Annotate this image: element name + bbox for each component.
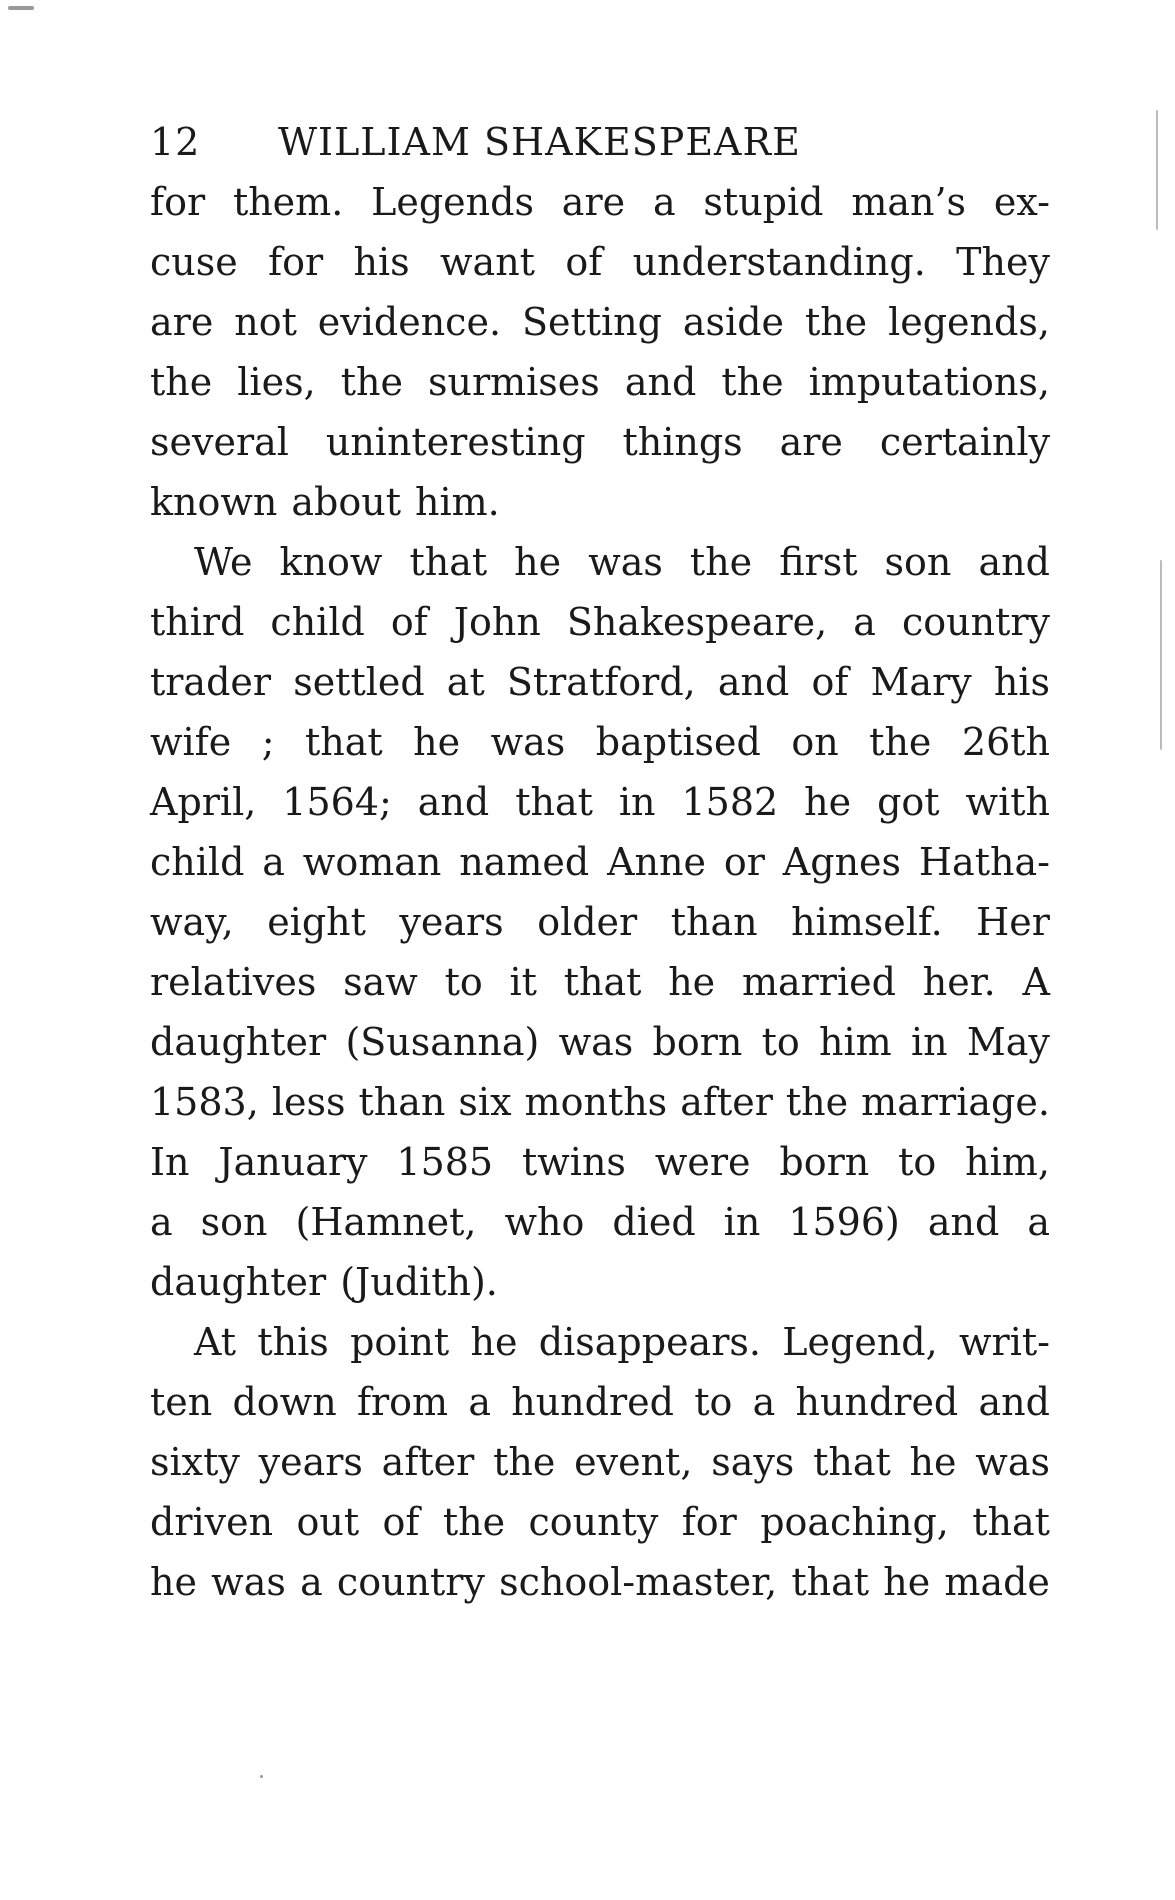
word: uninteresting xyxy=(325,420,586,464)
word: In xyxy=(150,1140,190,1184)
text-line xyxy=(150,412,1050,472)
print-speck xyxy=(8,6,34,10)
word: writ- xyxy=(959,1320,1050,1364)
text-line xyxy=(150,1252,1050,1312)
word: the xyxy=(340,360,403,404)
word: him. xyxy=(415,480,500,524)
text-line xyxy=(150,1012,1050,1072)
word: it xyxy=(509,960,537,1004)
word: and xyxy=(978,540,1050,584)
word: third xyxy=(150,600,245,644)
word: 1564; xyxy=(282,780,392,824)
word: for xyxy=(268,240,324,284)
word: At xyxy=(194,1320,237,1364)
word: of xyxy=(382,1500,420,1544)
word: known xyxy=(150,480,278,524)
word: for xyxy=(681,1500,737,1544)
word: less xyxy=(271,1080,346,1124)
word: him, xyxy=(965,1140,1050,1184)
word: surmises xyxy=(427,360,600,404)
word: to xyxy=(761,1020,800,1064)
word: to xyxy=(694,1380,733,1424)
word: that xyxy=(813,1440,891,1484)
word: Setting xyxy=(521,300,662,344)
word: him xyxy=(819,1020,892,1064)
word: April, xyxy=(150,780,257,824)
word: Agnes xyxy=(782,840,902,884)
word: years xyxy=(258,1440,363,1484)
word: the xyxy=(150,360,213,404)
word: Legends xyxy=(371,180,534,224)
word: January xyxy=(218,1140,368,1184)
word: the xyxy=(442,1500,506,1544)
print-speck xyxy=(1156,110,1158,230)
word: 1596) xyxy=(788,1200,900,1244)
word: that xyxy=(972,1500,1050,1544)
word: They xyxy=(956,240,1050,284)
word: than xyxy=(670,900,758,944)
word: (Hamnet, xyxy=(295,1200,477,1244)
word: named xyxy=(459,840,590,884)
word: and xyxy=(927,1200,1000,1244)
word: child xyxy=(150,840,245,884)
word: in xyxy=(910,1020,948,1064)
word: things xyxy=(622,420,743,464)
word: on xyxy=(791,720,839,764)
word: he xyxy=(514,540,562,584)
word: daughter xyxy=(150,1260,327,1304)
word: was xyxy=(211,1560,286,1604)
word: born xyxy=(779,1140,870,1184)
word: his xyxy=(993,660,1050,704)
word: not xyxy=(234,300,297,344)
paragraph-1 xyxy=(150,172,1050,532)
word: was xyxy=(588,540,663,584)
print-speck xyxy=(260,1775,263,1778)
text-line xyxy=(150,832,1050,892)
word: and xyxy=(417,780,490,824)
word: cuse xyxy=(150,240,238,284)
word: himself. xyxy=(791,900,943,944)
text-line xyxy=(150,1312,1050,1372)
word: a xyxy=(262,840,285,884)
word: got xyxy=(877,780,940,824)
text-line xyxy=(150,712,1050,772)
word: daughter xyxy=(150,1020,327,1064)
word: in xyxy=(723,1200,761,1244)
word: were xyxy=(654,1140,751,1184)
word: John xyxy=(453,600,541,644)
word: ex- xyxy=(993,180,1050,224)
word: man’s xyxy=(851,180,967,224)
word: legends, xyxy=(888,300,1050,344)
word: sixty xyxy=(150,1440,240,1484)
word: older xyxy=(537,900,638,944)
word: poaching, xyxy=(760,1500,949,1544)
word: a xyxy=(1027,1200,1050,1244)
text-line xyxy=(150,1372,1050,1432)
word: saw xyxy=(343,960,418,1004)
text-line xyxy=(150,892,1050,952)
word: certainly xyxy=(879,420,1050,464)
word: and xyxy=(717,660,790,704)
word: them. xyxy=(232,180,344,224)
word: way, xyxy=(150,900,234,944)
word: stupid xyxy=(703,180,824,224)
word: We xyxy=(194,540,253,584)
word: he xyxy=(909,1440,957,1484)
word: that xyxy=(563,960,642,1004)
word: country xyxy=(336,1560,485,1604)
word: of xyxy=(565,240,603,284)
text-line xyxy=(150,592,1050,652)
text-line xyxy=(150,1192,1050,1252)
word: out xyxy=(296,1500,360,1544)
word: disappears. xyxy=(538,1320,761,1364)
paragraph-3 xyxy=(150,1312,1050,1612)
word: Hatha- xyxy=(918,840,1050,884)
word: says xyxy=(711,1440,795,1484)
word: he xyxy=(150,1560,197,1604)
word: Stratford, xyxy=(506,660,696,704)
word: a xyxy=(752,1380,776,1424)
word: he xyxy=(470,1320,518,1364)
word: or xyxy=(723,840,765,884)
word: relatives xyxy=(150,960,317,1004)
word: first xyxy=(779,540,858,584)
word: was xyxy=(490,720,566,764)
word: May xyxy=(966,1020,1050,1064)
word: trader xyxy=(150,660,272,704)
word: he xyxy=(668,960,716,1004)
word: know xyxy=(279,540,383,584)
text-line xyxy=(150,1552,1050,1612)
word: Mary xyxy=(870,660,972,704)
word: hundred xyxy=(511,1380,674,1424)
word: that xyxy=(791,1560,870,1604)
word: he xyxy=(413,720,461,764)
word: want xyxy=(440,240,535,284)
word: 1585 xyxy=(396,1140,494,1184)
word: son xyxy=(200,1200,268,1244)
word: was xyxy=(558,1020,634,1064)
text-line xyxy=(150,232,1050,292)
word: child xyxy=(270,600,365,644)
word: are xyxy=(150,300,214,344)
page-header xyxy=(150,120,1050,164)
word: the xyxy=(689,540,753,584)
word: was xyxy=(975,1440,1050,1484)
word: a xyxy=(853,600,876,644)
word: that xyxy=(409,540,488,584)
word: for xyxy=(150,180,206,224)
word: a xyxy=(468,1380,491,1424)
word: Legend, xyxy=(782,1320,938,1364)
word: to xyxy=(898,1140,937,1184)
word: hundred xyxy=(795,1380,959,1424)
word: the xyxy=(804,300,868,344)
text-line xyxy=(150,1492,1050,1552)
word: six xyxy=(458,1080,512,1124)
word: (Judith). xyxy=(340,1260,498,1304)
print-speck xyxy=(1160,560,1162,750)
text-line xyxy=(150,352,1050,412)
word: country xyxy=(901,600,1050,644)
word: that xyxy=(515,780,593,824)
word: died xyxy=(612,1200,696,1244)
word: ten xyxy=(150,1380,213,1424)
word: the xyxy=(493,1440,556,1484)
running-title: WILLIAM SHAKESPEARE xyxy=(278,120,801,164)
word: understanding. xyxy=(632,240,926,284)
word: Shakespeare, xyxy=(566,600,828,644)
page-number: 12 xyxy=(150,120,201,164)
text-line xyxy=(150,292,1050,352)
text-line xyxy=(150,952,1050,1012)
word: marriage. xyxy=(861,1080,1050,1124)
word: than xyxy=(358,1080,446,1124)
word: who xyxy=(504,1200,585,1244)
word: wife xyxy=(150,720,232,764)
word: that xyxy=(305,720,383,764)
word: 1582 xyxy=(681,780,779,824)
word: and xyxy=(978,1380,1050,1424)
word: 1583, xyxy=(150,1080,259,1124)
word: county xyxy=(528,1500,659,1544)
text-line xyxy=(150,472,1050,532)
word: in xyxy=(618,780,656,824)
word: a xyxy=(652,180,676,224)
word: a xyxy=(300,1560,323,1604)
word: of xyxy=(390,600,428,644)
word: months xyxy=(524,1080,668,1124)
word: years xyxy=(399,900,504,944)
word: twins xyxy=(522,1140,626,1184)
word: at xyxy=(446,660,485,704)
text-line xyxy=(150,1072,1050,1132)
word: this xyxy=(257,1320,329,1364)
text-line xyxy=(150,772,1050,832)
word: point xyxy=(350,1320,450,1364)
word: lies, xyxy=(237,360,316,404)
text-line xyxy=(150,172,1050,232)
word: school-master, xyxy=(499,1560,778,1604)
word: a xyxy=(150,1200,173,1244)
word: several xyxy=(150,420,289,464)
word: driven xyxy=(150,1500,274,1544)
word: are xyxy=(779,420,843,464)
word: are xyxy=(561,180,626,224)
word: the xyxy=(785,1080,849,1124)
text-line xyxy=(150,1132,1050,1192)
paragraph-2 xyxy=(150,532,1050,1312)
word: Her xyxy=(976,900,1050,944)
word: about xyxy=(291,480,401,524)
word: married xyxy=(741,960,896,1004)
word: he xyxy=(804,780,852,824)
text-line xyxy=(150,652,1050,712)
word: the xyxy=(721,360,784,404)
word: her. xyxy=(922,960,996,1004)
word: he xyxy=(883,1560,931,1604)
word: woman xyxy=(302,840,442,884)
word: with xyxy=(965,780,1050,824)
word: of xyxy=(811,660,849,704)
word: evidence. xyxy=(317,300,502,344)
word: made xyxy=(944,1560,1050,1604)
word: born xyxy=(652,1020,743,1064)
word: after xyxy=(381,1440,475,1484)
word: the xyxy=(869,720,932,764)
book-page xyxy=(150,120,1050,1612)
word: imputations, xyxy=(808,360,1050,404)
word: after xyxy=(680,1080,773,1124)
word: (Susanna) xyxy=(345,1020,540,1064)
word: Anne xyxy=(607,840,706,884)
word: from xyxy=(356,1380,449,1424)
word: eight xyxy=(267,900,366,944)
word: down xyxy=(232,1380,337,1424)
text-line xyxy=(150,532,1050,592)
word: A xyxy=(1022,960,1050,1004)
word: ; xyxy=(261,720,275,764)
text-line xyxy=(150,1432,1050,1492)
word: event, xyxy=(574,1440,693,1484)
word: his xyxy=(353,240,410,284)
word: to xyxy=(444,960,483,1004)
word: settled xyxy=(293,660,425,704)
word: son xyxy=(884,540,952,584)
word: and xyxy=(624,360,697,404)
word: baptised xyxy=(595,720,761,764)
word: aside xyxy=(682,300,785,344)
word: 26th xyxy=(961,720,1050,764)
